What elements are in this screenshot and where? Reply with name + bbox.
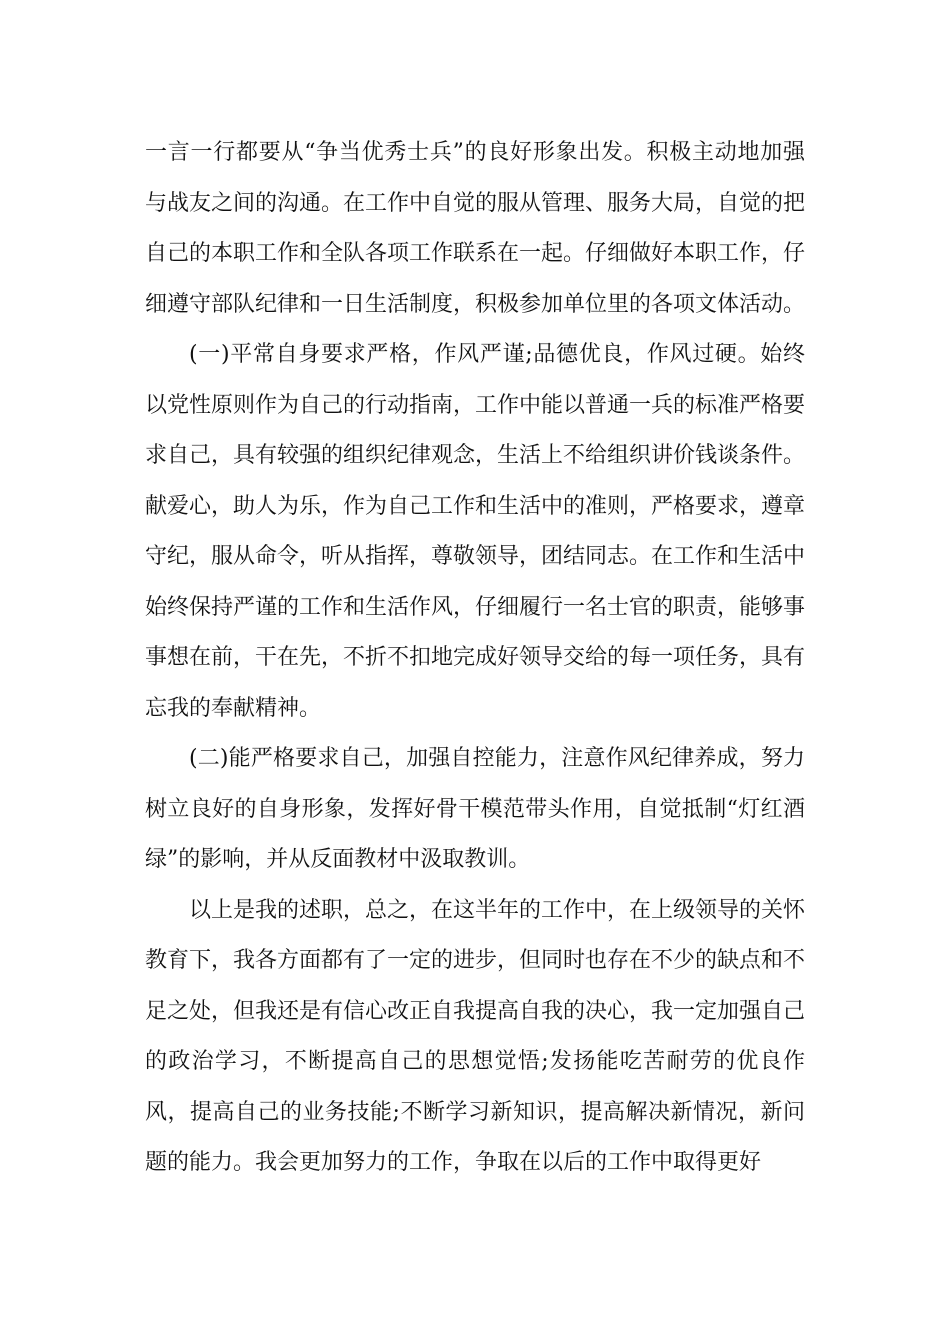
document-body	[145, 128, 805, 1189]
paragraph-section-one: (一)平常自身要求严格，作风严谨;品德优良，作风过硬。始终以党性原则作为自己的行动指南，工作中能以普通一兵的标准严格要求自己，具有较强的组织纪律观念，生活上不给组织讲价钱谈条件。献爱心，助人为乐，作为自己工作和生活中的准则，严格要求，遵章守纪，服从命令，听从指挥，尊敬领导，团结同志。在工作和生活中始终保持严谨的工作和生活作风，仔细履行一名士官的职责，能够事事想在前，干在先，不折不扣地完成好领导交给的每一项任务，具有忘我的奉献精神。	[145, 342, 806, 721]
paragraph-section-two: (二)能严格要求自己，加强自控能力，注意作风纪律养成，努力树立良好的自身形象，发挥好骨干模范带头作用，自觉抵制“灯红酒绿”的影响，并从反面教材中汲取教训。	[145, 746, 805, 872]
paragraph-conclusion: 以上是我的述职，总之，在这半年的工作中，在上级领导的关怀教育下，我各方面都有了一定的进步，但同时也存在不少的缺点和不足之处，但我还是有信心改正自我提高自我的决心，我一定加强自己的政治学习，不断提高自己的思想觉悟;发扬能吃苦耐劳的优良作风，提高自己的业务技能;不断学习新知识，提高解决新情况，新问题的能力。我会更加努力的工作，争取在以后的工作中取得更好	[145, 897, 806, 1175]
paragraph-continuation: 一言一行都要从“争当优秀士兵”的良好形象出发。积极主动地加强与战友之间的沟通。在工作中自觉的服从管理、服务大局，自觉的把自己的本职工作和全队各项工作联系在一起。仔细做好本职工作，仔细遵守部队纪律和一日生活制度，积极参加单位里的各项文体活动。	[145, 140, 806, 317]
